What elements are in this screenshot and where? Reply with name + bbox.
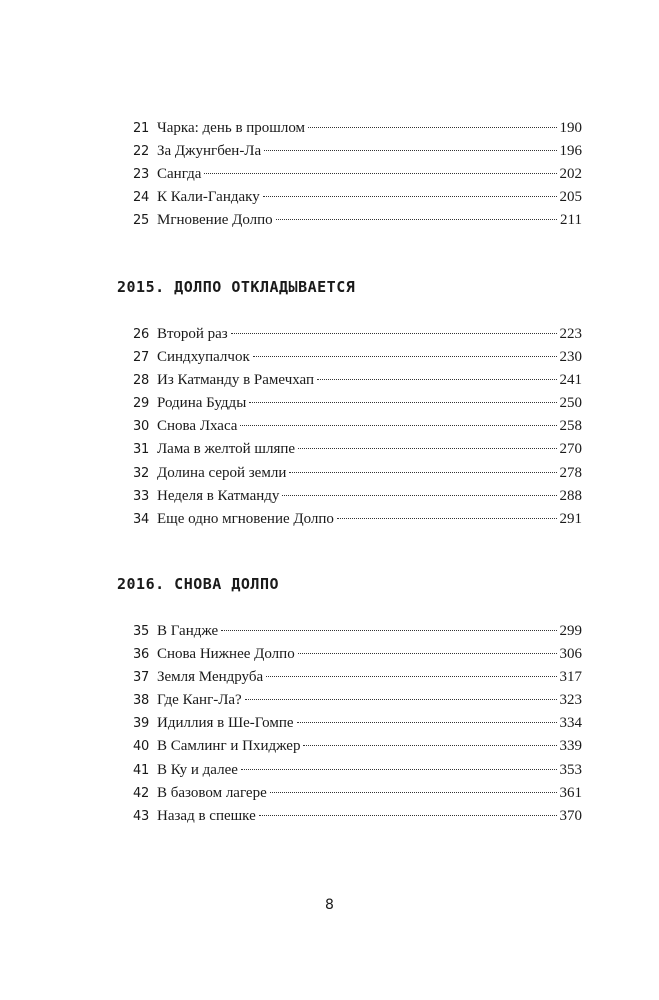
chapter-page-number: 353 bbox=[559, 761, 582, 778]
chapter-number: 32 bbox=[133, 465, 149, 481]
chapter-page-number: 361 bbox=[559, 784, 582, 801]
toc-entry bbox=[133, 643, 582, 666]
chapter-title: Чарка: день в прошлом bbox=[157, 120, 306, 136]
chapter-number: 35 bbox=[133, 624, 149, 639]
leader-dots bbox=[276, 219, 557, 220]
chapter-page-number: 190 bbox=[559, 120, 582, 136]
leader-dots bbox=[253, 356, 557, 357]
toc-group-1 bbox=[133, 117, 582, 232]
toc-entry bbox=[133, 415, 582, 438]
chapter-title: В Ку и далее bbox=[157, 761, 238, 778]
chapter-page-number: 196 bbox=[559, 143, 582, 160]
chapter-title: В Самлинг и Пхиджер bbox=[157, 738, 301, 755]
chapter-page-number: 299 bbox=[559, 623, 582, 639]
chapter-title: Земля Мендруба bbox=[157, 669, 264, 686]
chapter-number: 39 bbox=[133, 716, 149, 732]
chapter-number: 28 bbox=[133, 373, 149, 389]
chapter-page-number: 250 bbox=[559, 395, 582, 412]
leader-dots bbox=[264, 150, 556, 151]
chapter-number: 23 bbox=[133, 167, 149, 183]
toc-entry bbox=[133, 782, 582, 805]
chapter-page-number: 241 bbox=[559, 372, 582, 389]
section-title-2015: 2015. ДОЛПО ОТКЛАДЫВАЕТСЯ bbox=[117, 278, 356, 296]
leader-dots bbox=[263, 196, 557, 197]
chapter-title: В базовом лагере bbox=[157, 784, 267, 801]
chapter-number: 42 bbox=[133, 785, 149, 801]
leader-dots bbox=[241, 769, 557, 770]
toc-entry bbox=[133, 209, 582, 232]
chapter-title: Снова Лхаса bbox=[157, 418, 238, 435]
toc-entry bbox=[133, 462, 582, 485]
chapter-number: 26 bbox=[133, 327, 149, 342]
chapter-title: К Кали-Гандаку bbox=[157, 189, 260, 206]
chapter-number: 38 bbox=[133, 693, 149, 709]
toc-entry bbox=[133, 392, 582, 415]
toc-entry bbox=[133, 369, 582, 392]
chapter-title: Мгновение Долпо bbox=[157, 212, 273, 229]
toc-group-2016 bbox=[133, 620, 582, 828]
chapter-number: 37 bbox=[133, 670, 149, 686]
toc-entry bbox=[133, 805, 582, 828]
leader-dots bbox=[249, 402, 556, 403]
chapter-page-number: 270 bbox=[559, 441, 582, 458]
leader-dots bbox=[317, 379, 556, 380]
leader-dots bbox=[303, 745, 556, 746]
chapter-number: 33 bbox=[133, 488, 149, 504]
leader-dots bbox=[221, 630, 556, 631]
page-number: 8 bbox=[325, 897, 334, 913]
leader-dots bbox=[298, 653, 557, 654]
chapter-page-number: 306 bbox=[559, 646, 582, 663]
chapter-title: Лама в желтой шляпе bbox=[157, 441, 296, 458]
toc-entry bbox=[133, 140, 582, 163]
chapter-number: 24 bbox=[133, 190, 149, 206]
chapter-page-number: 288 bbox=[559, 487, 582, 504]
leader-dots bbox=[270, 792, 557, 793]
chapter-number: 29 bbox=[133, 396, 149, 412]
toc-entry bbox=[133, 186, 582, 209]
chapter-title: Из Катманду в Рамечхап bbox=[157, 372, 315, 389]
chapter-number: 22 bbox=[133, 144, 149, 160]
leader-dots bbox=[298, 448, 556, 449]
chapter-number: 41 bbox=[133, 762, 149, 778]
chapter-page-number: 339 bbox=[559, 738, 582, 755]
toc-entry bbox=[133, 508, 582, 531]
chapter-title: Родина Будды bbox=[157, 395, 247, 412]
leader-dots bbox=[245, 699, 557, 700]
leader-dots bbox=[337, 518, 557, 519]
chapter-page-number: 334 bbox=[559, 715, 582, 732]
leader-dots bbox=[266, 676, 556, 677]
chapter-title: Где Канг-Ла? bbox=[157, 692, 242, 709]
chapter-title: Второй раз bbox=[157, 326, 228, 342]
chapter-number: 25 bbox=[133, 213, 149, 229]
section-title-2016: 2016. СНОВА ДОЛПО bbox=[117, 575, 280, 593]
toc-entry bbox=[133, 735, 582, 758]
leader-dots bbox=[289, 472, 556, 473]
chapter-title: Неделя в Катманду bbox=[157, 487, 280, 504]
leader-dots bbox=[204, 173, 556, 174]
chapter-title: В Гандже bbox=[157, 623, 219, 639]
toc-entry bbox=[133, 346, 582, 369]
toc-group-2015 bbox=[133, 323, 582, 531]
chapter-number: 40 bbox=[133, 739, 149, 755]
toc-entry bbox=[133, 485, 582, 508]
chapter-page-number: 370 bbox=[559, 807, 582, 824]
toc-entry bbox=[133, 117, 582, 140]
chapter-title: Идиллия в Ше-Гомпе bbox=[157, 715, 294, 732]
toc-entry bbox=[133, 163, 582, 186]
chapter-page-number: 258 bbox=[559, 418, 582, 435]
leader-dots bbox=[282, 495, 556, 496]
chapter-page-number: 323 bbox=[559, 692, 582, 709]
chapter-title: Еще одно мгновение Долпо bbox=[157, 510, 334, 527]
toc-entry bbox=[133, 620, 582, 643]
leader-dots bbox=[240, 425, 556, 426]
leader-dots bbox=[259, 815, 557, 816]
chapter-title: Назад в спешке bbox=[157, 807, 256, 824]
chapter-number: 36 bbox=[133, 647, 149, 663]
toc-entry bbox=[133, 438, 582, 461]
chapter-title: За Джунгбен-Ла bbox=[157, 143, 262, 160]
chapter-page-number: 317 bbox=[559, 669, 582, 686]
chapter-title: Сангда bbox=[157, 166, 202, 183]
toc-entry bbox=[133, 689, 582, 712]
chapter-title: Синдхупалчок bbox=[157, 349, 250, 366]
chapter-page-number: 230 bbox=[559, 349, 582, 366]
chapter-page-number: 205 bbox=[559, 189, 582, 206]
chapter-title: Снова Нижнее Долпо bbox=[157, 646, 295, 663]
leader-dots bbox=[308, 127, 556, 128]
chapter-number: 21 bbox=[133, 121, 149, 136]
chapter-title: Долина серой земли bbox=[157, 464, 287, 481]
toc-entry bbox=[133, 759, 582, 782]
chapter-page-number: 202 bbox=[559, 166, 582, 183]
chapter-number: 30 bbox=[133, 419, 149, 435]
leader-dots bbox=[231, 333, 557, 334]
chapter-page-number: 211 bbox=[560, 212, 582, 229]
chapter-page-number: 278 bbox=[559, 464, 582, 481]
chapter-number: 31 bbox=[133, 442, 149, 458]
leader-dots bbox=[297, 722, 557, 723]
chapter-number: 43 bbox=[133, 808, 149, 824]
chapter-page-number: 291 bbox=[559, 510, 582, 527]
toc-entry bbox=[133, 323, 582, 346]
toc-entry bbox=[133, 666, 582, 689]
chapter-number: 34 bbox=[133, 511, 149, 527]
toc-entry bbox=[133, 712, 582, 735]
chapter-number: 27 bbox=[133, 350, 149, 366]
chapter-page-number: 223 bbox=[559, 326, 582, 342]
